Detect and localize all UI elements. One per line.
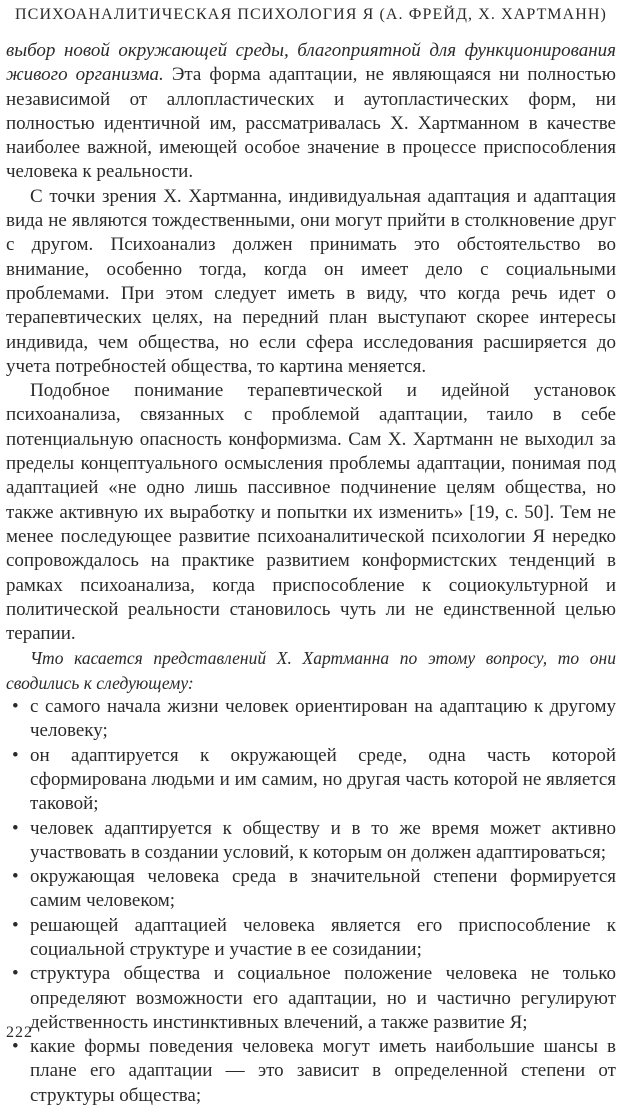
list-item-text: какие формы поведения человека могут иметь наибольшие шансы в плане его адаптации — это зависит в определенной степени от структуры общества; — [30, 1036, 616, 1106]
bullet-icon: • — [12, 744, 19, 766]
list-item — [6, 962, 616, 1035]
bullet-icon: • — [12, 866, 19, 888]
bullet-icon: • — [12, 914, 19, 936]
list-item — [6, 1035, 616, 1108]
running-header: ПСИХОАНАЛИТИЧЕСКАЯ ПСИХОЛОГИЯ Я (А. ФРЕЙД, Х. ХАРТМАНН) — [15, 6, 607, 23]
list-item-text: человек адаптируется к обществу и в то же время может активно участвовать в создании условий, к которым он должен адаптироваться; — [30, 817, 616, 863]
page-body — [6, 39, 616, 1108]
list-item-text: структура общества и социальное положение человека не только определяют возможности его адаптации, но и частично регулируют действенность инстинктивных влечений, а также развитие Я; — [30, 963, 616, 1033]
list-item — [6, 695, 616, 744]
bullet-icon: • — [12, 1036, 19, 1058]
page-number: 222 — [6, 1024, 33, 1041]
bullet-icon: • — [12, 817, 19, 839]
list-item-text: с самого начала жизни человек ориентирован на адаптацию к другому человеку; — [30, 696, 616, 742]
list-item-text: решающей адаптацией человека является его приспособление к социальной структуре и участие в ее созидании; — [30, 914, 616, 960]
bullet-icon: • — [12, 963, 19, 985]
list-item — [6, 865, 616, 914]
paragraph-1 — [6, 39, 616, 185]
list-item — [6, 817, 616, 866]
paragraph-1-italic: выбор новой окружающей среды, благоприятной для функционирования живого организма. — [6, 40, 616, 86]
paragraph-1-text: Эта форма адаптации, не являющаяся ни полностью независимой от аллопластических и аутопластических форм, ни полностью идентичной им, рассматривалась Х. Хартманном в качестве наиболее важной, имеющей особое значение в процессе приспособления человека к реальности. — [6, 64, 616, 183]
list-item — [6, 914, 616, 963]
bullet-list — [6, 695, 616, 1108]
bullet-icon: • — [12, 696, 19, 718]
list-item — [6, 744, 616, 817]
list-intro: Что касается представлений Х. Хартманна по этому вопросу, то они сводились к следующему: — [6, 648, 616, 693]
list-item-text: окружающая человека среда в значительной степени формируется самим человеком; — [30, 866, 616, 912]
book-page — [6, 4, 616, 1106]
paragraph-2: С точки зрения Х. Хартманна, индивидуальная адаптация и адаптация вида не являются тождественными, они могут прийти в столкновение друг с другом. Психоанализ должен принимать это обстоятельство во внимание, особенно тогда, когда он имеет дело с социальными проблемами. При этом следует иметь в виду, что когда речь идет о терапевтических целях, на передний план выступают скорее интересы индивида, чем общества, но если сфера исследования расширяется до учета потребностей общества, то картина меняется. — [6, 185, 616, 377]
list-item-text: он адаптируется к окружающей среде, одна часть которой сформирована людьми и им самим, но другая часть которой не является таковой; — [30, 744, 616, 815]
paragraph-3: Подобное понимание терапевтической и идейной установок психоанализа, связанных с проблемой адаптации, таило в себе потенциальную опасность конформизма. Сам Х. Хартманн не выходил за пределы концептуального осмысления проблемы адаптации, понимая под адаптацией «не одно лишь пассивное подчинение целям общества, но также активную их выработку и попытки их изменить» [19, с. 50]. Тем не менее последующее развитие психоаналитической психологии Я нередко сопровождалось на практике развитием конформистских тенденций в рамках психоанализа, когда приспособление к социокультурной и политической реальности становилось чуть ли не единственной целью терапии. — [6, 380, 616, 645]
